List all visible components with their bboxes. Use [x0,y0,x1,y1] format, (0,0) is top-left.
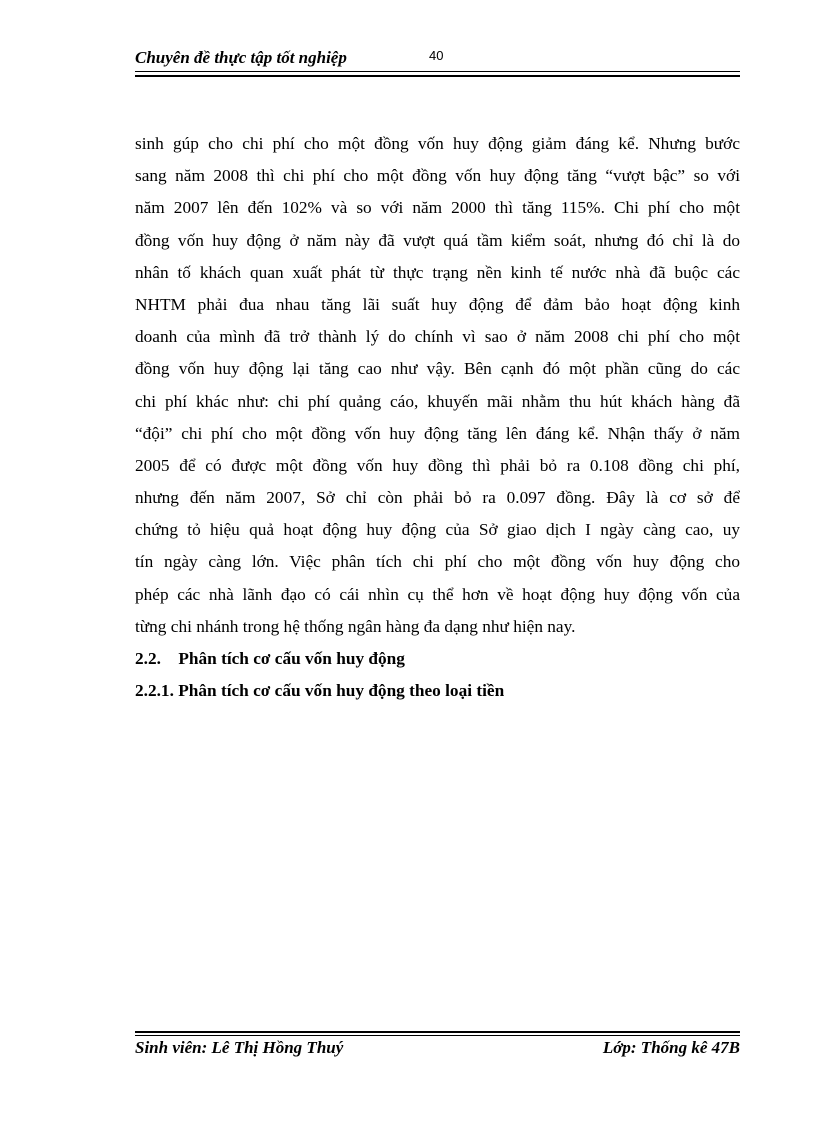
header-title: Chuyên đề thực tập tốt nghiệp [135,48,347,67]
section-number: 2.2.1. [135,681,174,701]
body-text [135,128,740,707]
paragraph-line: chi phí khác như: chi phí quảng cáo, khuyến mãi nhằm thu hút khách hàng đã [135,391,740,411]
page-footer [135,1031,740,1071]
section-title: Phân tích cơ cấu vốn huy động [178,649,405,668]
paragraph-line: năm 2007 lên đến 102% và so với năm 2000 thì tăng 115%. Chi phí cho một [135,198,740,218]
footer-student-name: Sinh viên: Lê Thị Hồng Thuý [135,1038,344,1057]
paragraph-line: tín ngày càng lớn. Việc phân tích chi phí cho một đồng vốn huy động cho [135,552,740,572]
paragraph-line: “đội” chi phí cho một đồng vốn huy động tăng lên đáng kể. Nhận thấy ở năm [135,423,740,443]
paragraph-line: 2005 để có được một đồng vốn huy đồng thì phải bỏ ra 0.108 đồng chi phí, [135,455,740,475]
paragraph-line: sang năm 2008 thì chi phí cho một đồng vốn huy động tăng “vượt bậc” so với [135,166,740,186]
header-rule-thin [135,71,740,72]
paragraph-line: nhưng đến năm 2007, Sở chỉ còn phải bỏ ra 0.097 đồng. Đây là cơ sở để [135,488,740,508]
paragraph-line: từng chi nhánh trong hệ thống ngân hàng đa dạng như hiện nay. [135,616,576,636]
section-heading-2-2-1 [135,675,740,707]
header-rule-thick [135,75,740,77]
paragraph-line: nhân tố khách quan xuất phát từ thực trạng nền kinh tế nước nhà đã buộc các [135,262,740,282]
footer-class-name: Lớp: Thống kê 47B [602,1038,740,1057]
section-number: 2.2. [135,649,161,668]
section-title: Phân tích cơ cấu vốn huy động theo loại tiền [178,681,505,701]
paragraph-line: phép các nhà lãnh đạo có cái nhìn cụ thể hơn về hoạt động huy động vốn của [135,584,740,604]
paragraph-line: sinh gúp cho chi phí cho một đồng vốn huy động giảm đáng kể. Nhưng bước [135,134,740,153]
paragraph-line: chứng tỏ hiệu quả hoạt động huy động của Sở giao dịch I ngày càng cao, uy [135,520,740,540]
paragraph-line: NHTM phải đua nhau tăng lãi suất huy động để đảm bảo hoạt động kinh [135,294,740,314]
page-number: 40 [429,48,444,63]
paragraph-line: đồng vốn huy động lại tăng cao như vậy. Bên cạnh đó một phần cũng do các [135,359,740,379]
paragraph-line: đồng vốn huy động ở năm này đã vượt quá tầm kiểm soát, nhưng đó chỉ là do [135,230,740,250]
footer-rule-thick [135,1031,740,1033]
section-heading-2-2 [135,643,740,675]
page-header [135,44,740,78]
footer-rule-thin [135,1035,740,1036]
paragraph-line: doanh của mình đã trở thành lý do chính vì sao ở năm 2008 chi phí cho một [135,327,740,347]
